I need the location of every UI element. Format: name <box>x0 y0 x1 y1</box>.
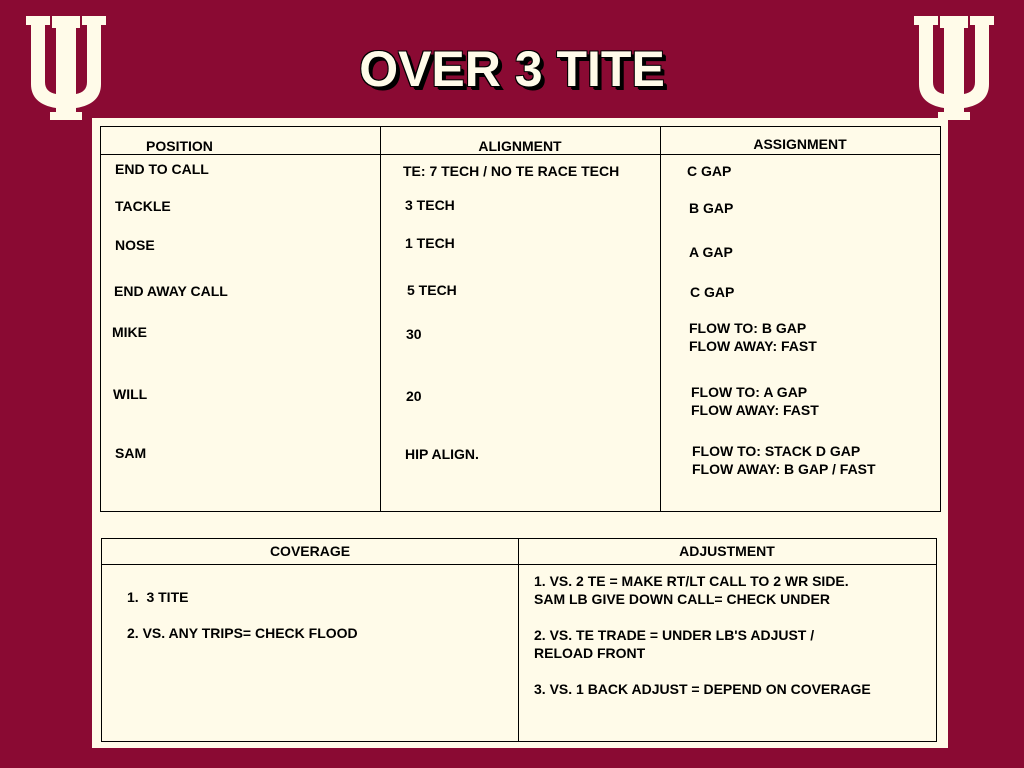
position-cell: NOSE <box>115 237 155 253</box>
header-assignment: ASSIGNMENT <box>753 136 847 152</box>
assignment-cell: C GAP <box>687 163 732 179</box>
assignment-cell: FLOW TO: B GAP <box>689 320 807 336</box>
content-panel <box>92 118 948 748</box>
coverage-header-divider <box>102 564 936 565</box>
alignment-cell: 3 TECH <box>405 197 455 213</box>
coverage-item: 2. VS. ANY TRIPS= CHECK FLOOD <box>127 625 358 641</box>
adjustment-line: 3. VS. 1 BACK ADJUST = DEPEND ON COVERAGE <box>534 681 871 697</box>
assignment-cell: FLOW AWAY: FAST <box>691 402 819 418</box>
position-cell: SAM <box>115 445 147 461</box>
header-position: POSITION <box>146 138 213 154</box>
column-divider <box>380 127 381 511</box>
alignment-cell: 20 <box>406 388 422 404</box>
column-divider <box>660 127 661 511</box>
alignment-cell: 30 <box>406 326 422 342</box>
column-divider <box>518 539 519 741</box>
coverage-item: 1. 3 TITE <box>127 589 189 605</box>
header-alignment: ALIGNMENT <box>478 138 562 154</box>
assignment-cell: B GAP <box>689 200 734 216</box>
position-cell: END AWAY CALL <box>114 283 228 299</box>
assignment-cell: FLOW TO: A GAP <box>691 384 808 400</box>
assignment-cell: FLOW TO: STACK D GAP <box>692 443 861 459</box>
assignment-cell: FLOW AWAY: B GAP / FAST <box>692 461 876 477</box>
adjustment-line: 1. VS. 2 TE = MAKE RT/LT CALL TO 2 WR SIDE. <box>534 573 849 589</box>
alignment-cell: HIP ALIGN. <box>405 446 479 462</box>
position-cell: MIKE <box>112 324 147 340</box>
alignment-cell: TE: 7 TECH / NO TE RACE TECH <box>403 163 620 179</box>
assignment-cell: A GAP <box>689 244 733 260</box>
assignment-cell: C GAP <box>690 284 735 300</box>
assignment-cell: FLOW AWAY: FAST <box>689 338 817 354</box>
position-cell: TACKLE <box>115 198 171 214</box>
header-coverage: COVERAGE <box>269 543 351 559</box>
position-cell: END TO CALL <box>115 161 209 177</box>
alignment-cell: 5 TECH <box>407 282 457 298</box>
header-adjustment: ADJUSTMENT <box>679 543 775 559</box>
alignment-cell: 1 TECH <box>405 235 455 251</box>
page-title: OVER 3 TITE <box>359 41 665 97</box>
adjustment-line: RELOAD FRONT <box>534 645 646 661</box>
adjustment-line: SAM LB GIVE DOWN CALL= CHECK UNDER <box>534 591 830 607</box>
adjustment-line: 2. VS. TE TRADE = UNDER LB'S ADJUST / <box>534 627 815 643</box>
position-cell: WILL <box>113 386 148 402</box>
